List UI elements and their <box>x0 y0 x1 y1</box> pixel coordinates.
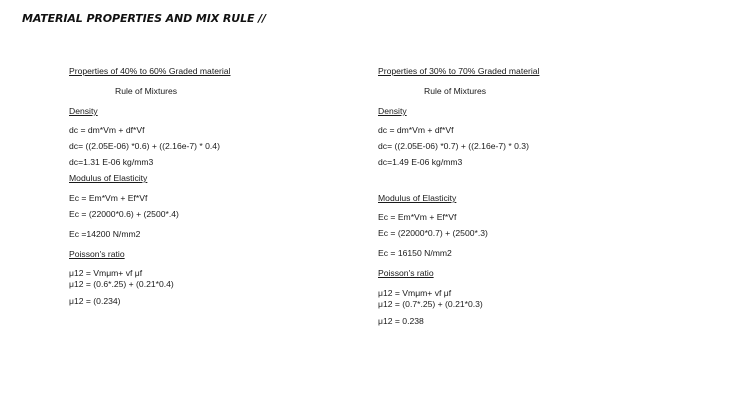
left-poisson-heading: Poisson's ratio <box>69 249 125 259</box>
right-density-formula: dc = dm*Vm + df*Vf <box>378 125 454 135</box>
left-density-substitution: dc= ((2.05E-06) *0.6) + ((2.16e-7) * 0.4) <box>69 141 220 151</box>
right-method: Rule of Mixtures <box>424 86 487 96</box>
right-density-heading: Density <box>378 106 407 116</box>
right-column <box>378 0 678 411</box>
left-poisson-result: μ12 = (0.234) <box>69 296 121 306</box>
right-poisson-heading: Poisson's ratio <box>378 268 434 278</box>
right-poisson-formula: μ12 = Vmμm+ vf μf <box>378 288 452 298</box>
left-column <box>69 0 369 411</box>
right-poisson-result: μ12 = 0.238 <box>378 316 424 326</box>
right-density-substitution: dc= ((2.05E-06) *0.7) + ((2.16e-7) * 0.3) <box>378 141 529 151</box>
left-modulus-result: Ec =14200 N/mm2 <box>69 229 141 239</box>
right-modulus-heading: Modulus of Elasticity <box>378 193 457 203</box>
left-modulus-heading: Modulus of Elasticity <box>69 173 148 183</box>
right-modulus-formula: Ec = Em*Vm + Ef*Vf <box>378 212 457 222</box>
left-method: Rule of Mixtures <box>115 86 178 96</box>
right-poisson-substitution: μ12 = (0.7*.25) + (0.21*0.3) <box>378 299 483 309</box>
left-poisson-formula: μ12 = Vmμm+ vf μf <box>69 268 143 278</box>
right-modulus-result: Ec = 16150 N/mm2 <box>378 248 452 258</box>
left-modulus-substitution: Ec = (22000*0.6) + (2500*.4) <box>69 209 179 219</box>
left-density-result: dc=1.31 E-06 kg/mm3 <box>69 157 154 167</box>
right-heading: Properties of 30% to 70% Graded material <box>378 66 540 76</box>
left-modulus-formula: Ec = Em*Vm + Ef*Vf <box>69 193 148 203</box>
left-density-heading: Density <box>69 106 98 116</box>
right-modulus-substitution: Ec = (22000*0.7) + (2500*.3) <box>378 228 488 238</box>
left-density-formula: dc = dm*Vm + df*Vf <box>69 125 145 135</box>
left-poisson-substitution: μ12 = (0.6*.25) + (0.21*0.4) <box>69 279 174 289</box>
left-heading: Properties of 40% to 60% Graded material <box>69 66 231 76</box>
right-density-result: dc=1.49 E-06 kg/mm3 <box>378 157 463 167</box>
page-title: MATERIAL PROPERTIES AND MIX RULE // <box>22 12 266 25</box>
